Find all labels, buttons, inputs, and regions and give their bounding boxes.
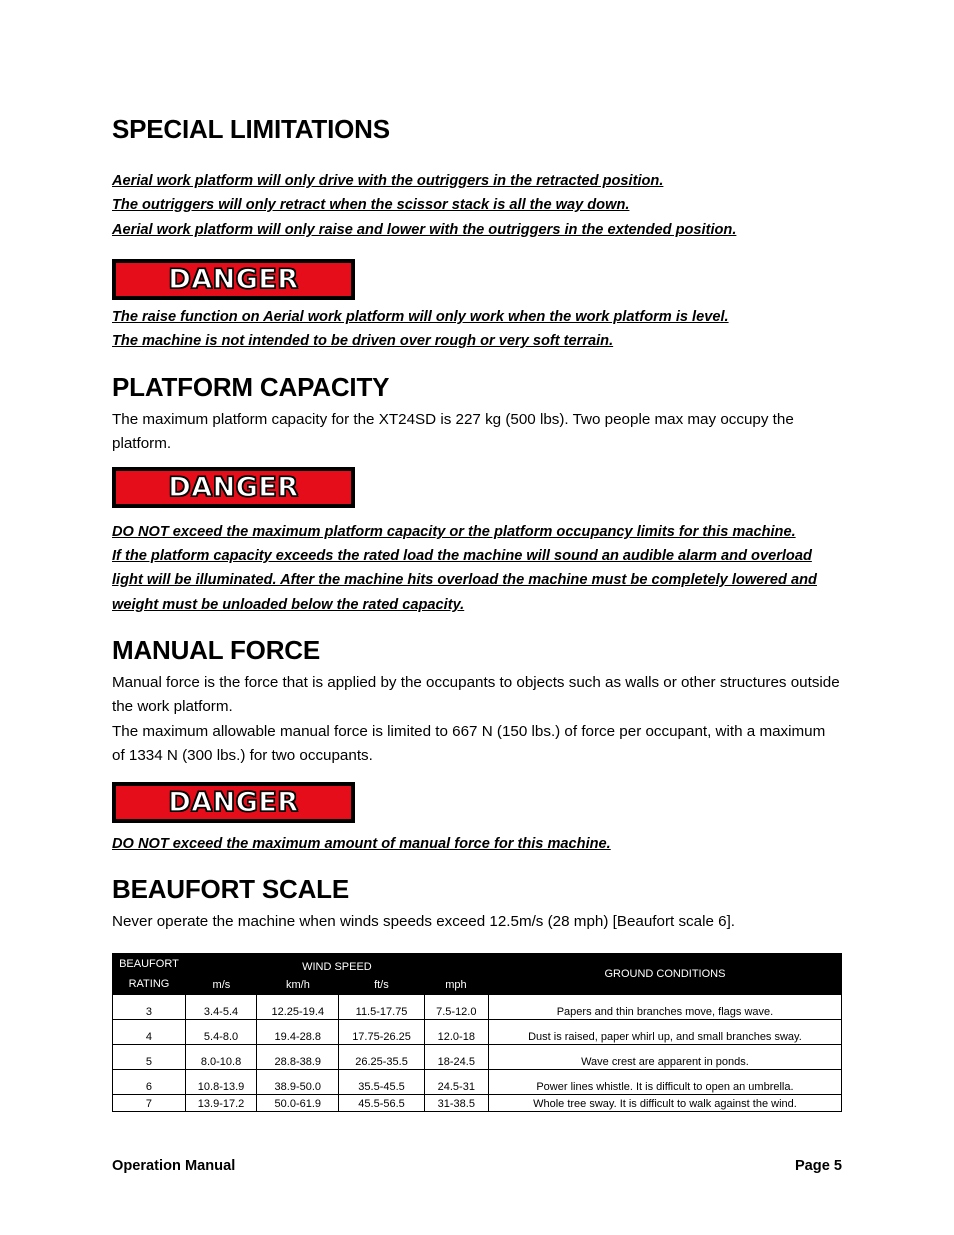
footer-title: Operation Manual bbox=[112, 1158, 236, 1174]
platform-capacity-text: The maximum platform capacity for the XT24SD is 227 kg (500 lbs). Two people max may occupy the platform. bbox=[112, 411, 794, 453]
table-cell: 7 bbox=[113, 1095, 186, 1112]
table-cell: 31-38.5 bbox=[424, 1095, 488, 1112]
danger-label: DANGER bbox=[168, 472, 299, 503]
header-fts: ft/s bbox=[374, 979, 389, 991]
platform-capacity-heading: PLATFORM CAPACITY bbox=[112, 372, 390, 402]
table-row bbox=[113, 1020, 842, 1045]
header-kmh: km/h bbox=[285, 979, 310, 991]
beaufort-rating-header bbox=[113, 954, 186, 995]
table-cell: 6 bbox=[113, 1070, 186, 1095]
table-row bbox=[113, 1095, 842, 1112]
table-cell: 45.5-56.5 bbox=[339, 1095, 424, 1112]
table-cell: Whole tree sway. It is difficult to walk against the wind. bbox=[488, 1095, 841, 1112]
table-row bbox=[113, 1070, 842, 1095]
table-cell: Papers and thin branches move, flags wave. bbox=[488, 995, 841, 1020]
page-number: Page 5 bbox=[794, 1158, 842, 1174]
table-cell: 26.25-35.5 bbox=[339, 1045, 424, 1070]
beaufort-scale-text: Never operate the machine when winds speeds exceed 12.5m/s (28 mph) [Beaufort scale 6]. bbox=[112, 913, 736, 930]
table-cell: 8.0-10.8 bbox=[185, 1045, 256, 1070]
danger-warning-line: The raise function on Aerial work platform will only work when the work platform is level. bbox=[112, 309, 729, 325]
table-cell: 35.5-45.5 bbox=[339, 1070, 424, 1095]
table-cell: 5 bbox=[113, 1045, 186, 1070]
table-cell: 11.5-17.75 bbox=[339, 995, 424, 1020]
table-cell: 28.8-38.9 bbox=[257, 1045, 339, 1070]
beaufort-scale-heading: BEAUFORT SCALE bbox=[112, 874, 349, 904]
table-cell: Wave crest are apparent in ponds. bbox=[488, 1045, 841, 1070]
table-cell: Dust is raised, paper whirl up, and small branches sway. bbox=[488, 1020, 841, 1045]
danger-label: DANGER bbox=[168, 787, 299, 818]
table-row bbox=[113, 1045, 842, 1070]
table-header-row bbox=[113, 954, 842, 995]
table-cell: 13.9-17.2 bbox=[185, 1095, 256, 1112]
danger-sign bbox=[112, 782, 355, 823]
danger-warning-line: weight must be unloaded below the rated capacity. bbox=[112, 597, 465, 613]
table-cell: 19.4-28.8 bbox=[257, 1020, 339, 1045]
table-cell: 10.8-13.9 bbox=[185, 1070, 256, 1095]
danger-warning-line: light will be illuminated. After the machine hits overload the machine must be completely lowered and bbox=[112, 572, 817, 588]
beaufort-table bbox=[112, 953, 842, 1112]
table-cell: 17.75-26.25 bbox=[339, 1020, 424, 1045]
table-cell: 3.4-5.4 bbox=[185, 995, 256, 1020]
table-cell: 4 bbox=[113, 1020, 186, 1045]
danger-sign bbox=[112, 467, 355, 508]
warning-line: Aerial work platform will only raise and lower with the outriggers in the extended position. bbox=[112, 222, 737, 238]
table-cell: 5.4-8.0 bbox=[185, 1020, 256, 1045]
table-cell: Power lines whistle. It is difficult to open an umbrella. bbox=[488, 1070, 841, 1095]
table-cell: 24.5-31 bbox=[424, 1070, 488, 1095]
danger-warning-line: If the platform capacity exceeds the rated load the machine will sound an audible alarm and overload bbox=[112, 548, 812, 564]
table-cell: 38.9-50.0 bbox=[257, 1070, 339, 1095]
danger-warning-line: DO NOT exceed the maximum amount of manual force for this machine. bbox=[112, 836, 611, 852]
danger-sign bbox=[112, 259, 355, 300]
manual-force-text-2: The maximum allowable manual force is limited to 667 N (150 lbs.) of force per occupant, with a maximum of 1334 N (300 lbs.) for two occupants. bbox=[112, 723, 826, 765]
danger-warning-line: DO NOT exceed the maximum platform capacity or the platform occupancy limits for this machine. bbox=[112, 524, 796, 540]
warning-line: Aerial work platform will only drive with the outriggers in the retracted position. bbox=[112, 173, 664, 189]
header-beaufort: BEAUFORT bbox=[119, 958, 179, 970]
table-cell: 3 bbox=[113, 995, 186, 1020]
header-rating: RATING bbox=[128, 978, 170, 990]
warning-line: The outriggers will only retract when the scissor stack is all the way down. bbox=[112, 197, 630, 213]
header-ms: m/s bbox=[212, 979, 231, 991]
header-wind-speed: WIND SPEED bbox=[302, 961, 372, 973]
special-limitations-heading: SPECIAL LIMITATIONS bbox=[112, 114, 390, 144]
manual-force-text-1: Manual force is the force that is applied by the occupants to objects such as walls or other structures outside the work platform. bbox=[112, 674, 840, 716]
header-mph: mph bbox=[445, 979, 467, 991]
danger-warning-line: The machine is not intended to be driven over rough or very soft terrain. bbox=[112, 333, 614, 349]
manual-force-heading: MANUAL FORCE bbox=[112, 635, 320, 665]
table-cell: 7.5-12.0 bbox=[424, 995, 488, 1020]
table-cell: 12.0-18 bbox=[424, 1020, 488, 1045]
table-cell: 18-24.5 bbox=[424, 1045, 488, 1070]
table-cell: 12.25-19.4 bbox=[257, 995, 339, 1020]
table-row bbox=[113, 995, 842, 1020]
danger-label: DANGER bbox=[168, 264, 299, 295]
table-cell: 50.0-61.9 bbox=[257, 1095, 339, 1112]
wind-speed-header bbox=[185, 954, 488, 995]
ground-conditions-header: GROUND CONDITIONS bbox=[488, 954, 841, 995]
